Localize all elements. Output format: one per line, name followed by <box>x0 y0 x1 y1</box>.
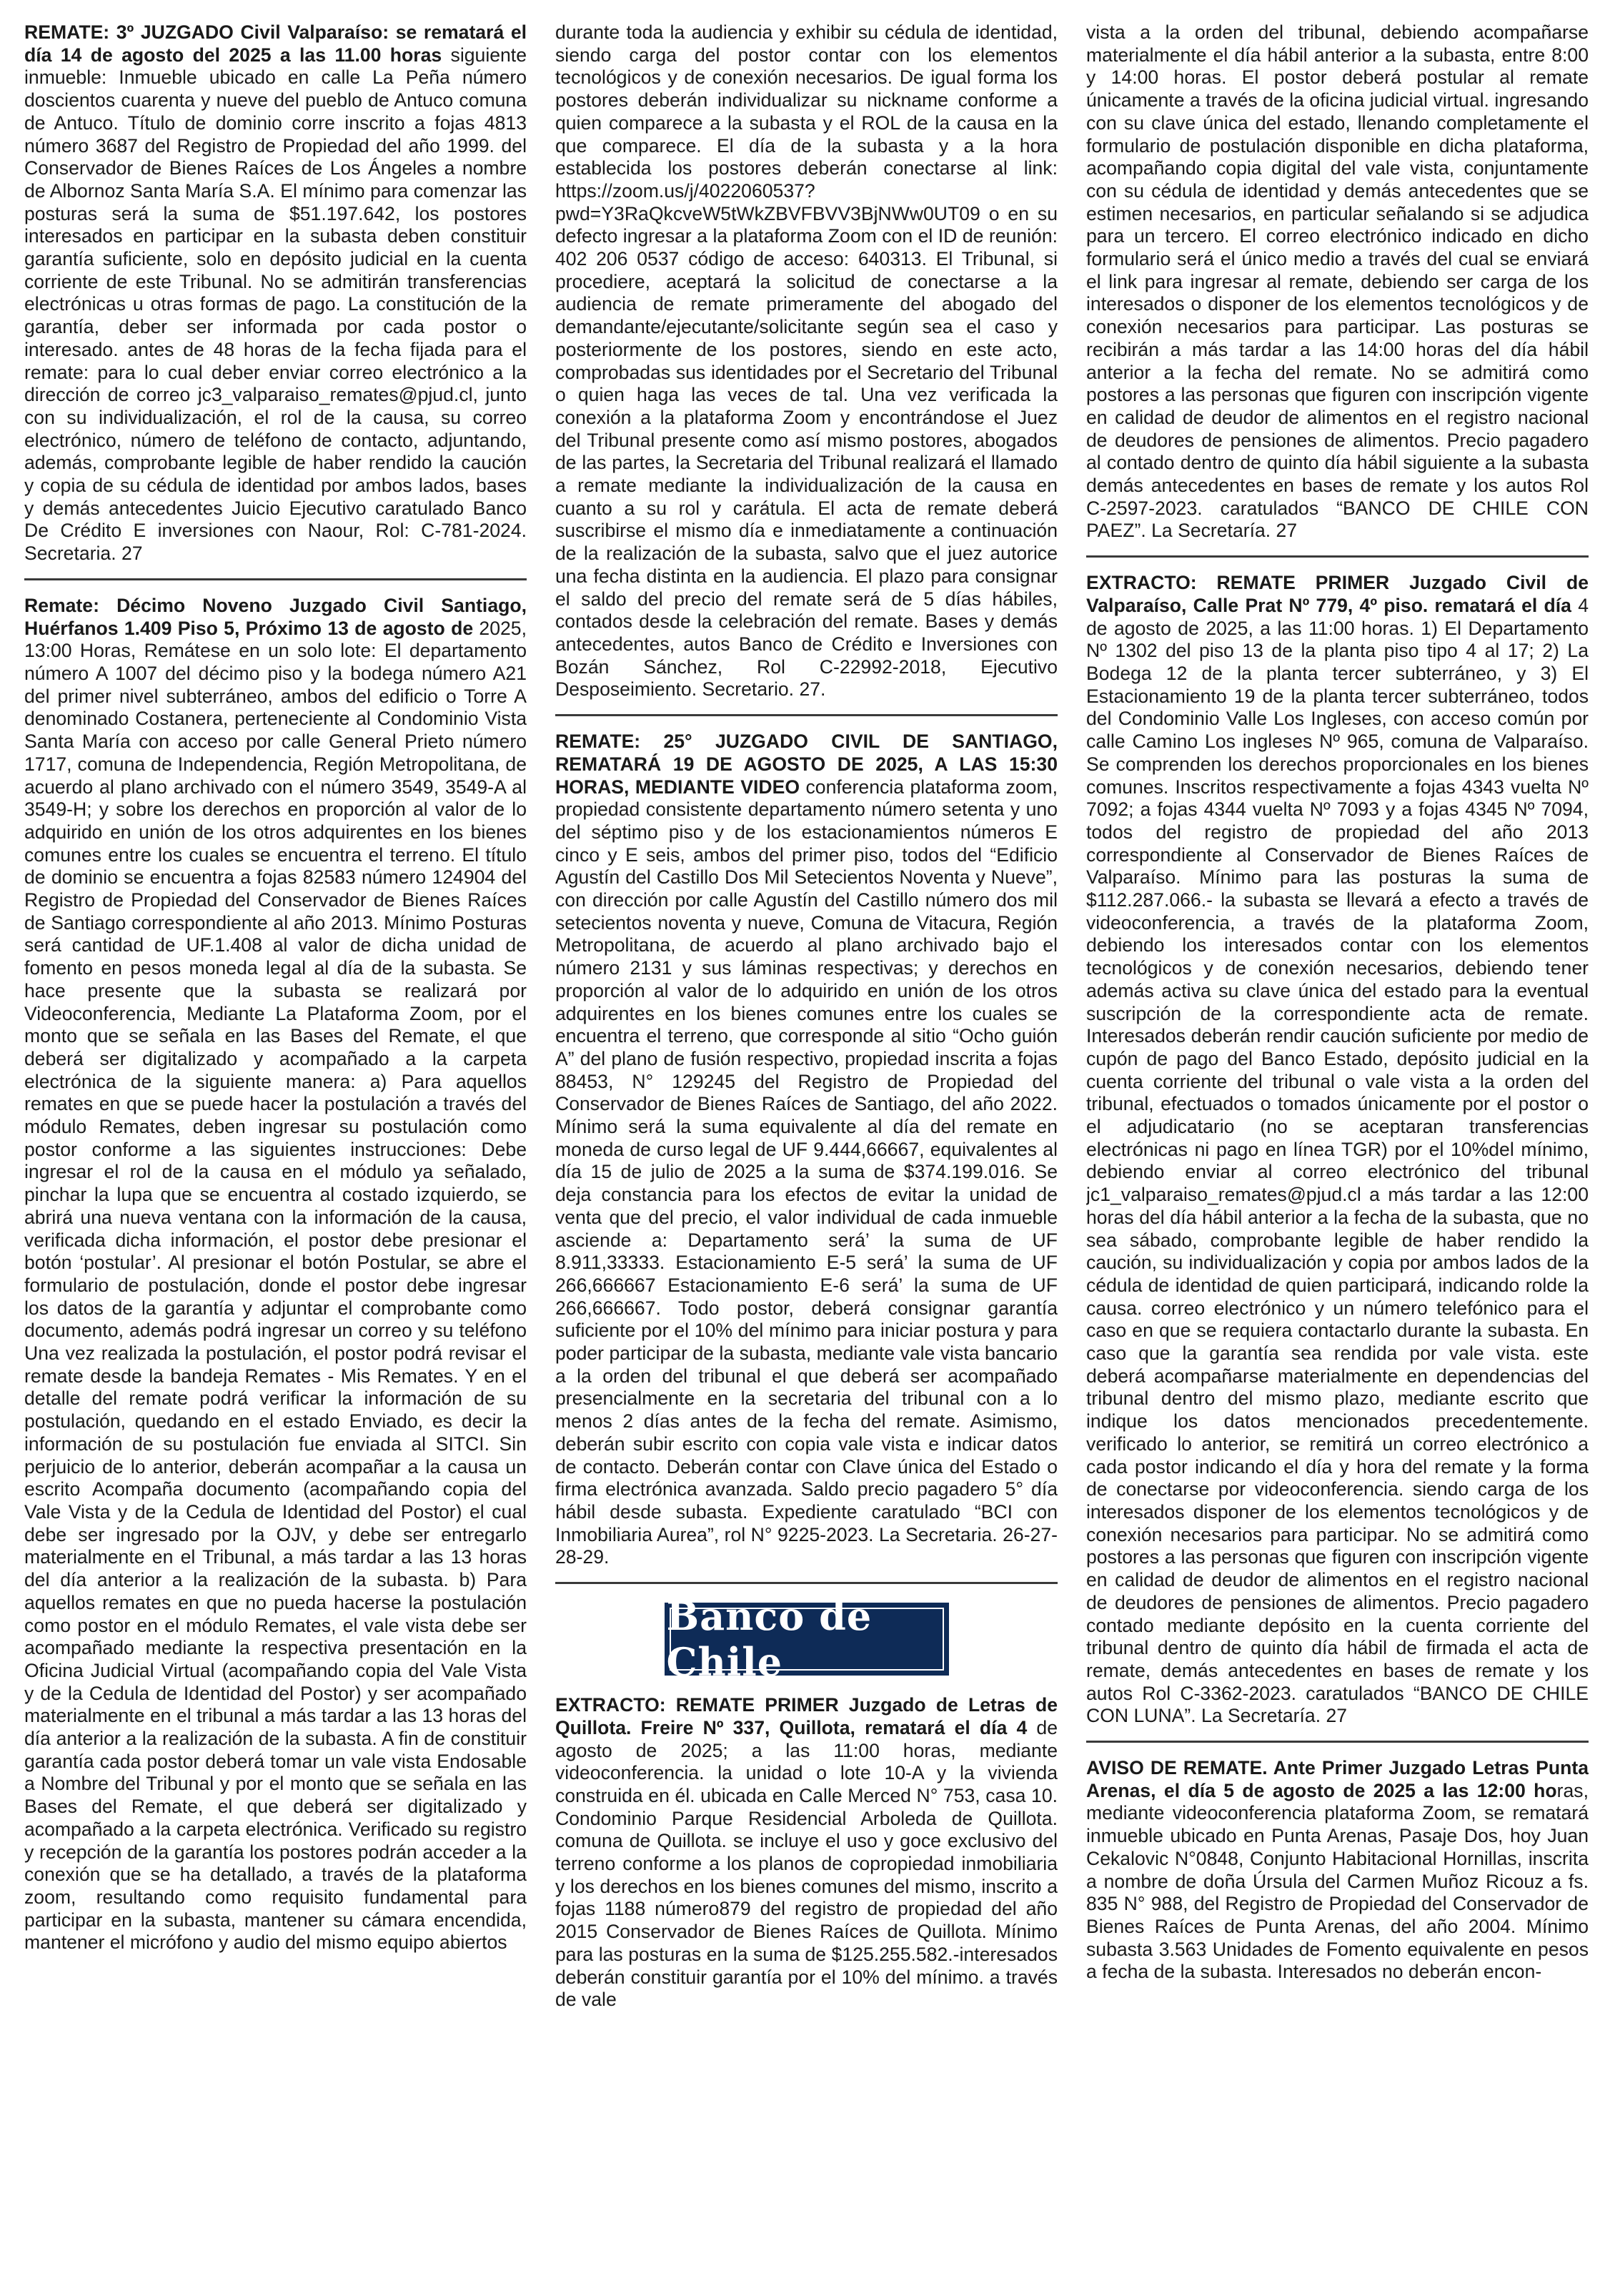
notice-body: 2025, 13:00 Horas, Remátese en un solo lote: El departamento número A 1007 del décimo piso y la bodega número A21 del primer nivel subterráneo, ambos del edificio o Torre A denominado Costanera, perteneciente al Condominio Vista Santa María con acceso por calle General Prieto número 1717, comuna de Independencia, Región Metropolitana, de acuerdo al plano archivado con el número 3549, 3549-A al 3549-H; y sobre los derechos en proporción al valor de lo adquirido en unión de los otros adquirentes en los bienes comunes entre los cuales se encuentra el terreno. El título de dominio se encuentra a fojas 82583 número 124904 del Registro de Propiedad del Conservador de Bienes Raíces de Santiago correspondiente al año 2013. Mínimo Posturas será cantidad de UF.1.408 al valor de dicha unidad de fomento en pesos moneda legal al día de la subasta. Se hace presente que la subasta se realizará por Videoconferencia, Mediante La Plataforma Zoom, por el monto que se señala en las Bases del Remate, el que deberá ser digitalizado y acompañado a la carpeta electrónica de la siguiente manera: a) Para aquellos remates en que se puede hacer la postulación a través del módulo Remates, deben ingresar su postulación como postor conforme a las siguientes instrucciones: Debe ingresar el rol de la causa en el módulo ya señalado, pinchar la lupa que se encuentra al costado izquierdo, se abrirá una nueva ventana con la información de la causa, verificada dicha información, el postor debe presionar el botón ‘postular’. Al presionar el botón Postular, se abre el formulario de postulación, donde el postor debe ingresar los datos de la garantía y adjuntar el comprobante como documento, además podrá ingresar un correo y su teléfono Una vez realizada la postulación, el postor podrá revisar el remate desde la bandeja Remates - Mis Remates. Y en el detalle del remate podrá verificar la información de su postulación, quedando en el estado Enviado, es decir la información de su postulación fue enviada al SITCI. Sin perjuicio de lo anterior, deberán acompañar a la causa un escrito Acompaña documento (acompañando copia del Vale Vista y de la Cedula de Identidad del Postor) el cual debe ser ingresado por la OJV, y debe ser entregarlo materialmente en el Tribunal, a más tardar a las 13 horas del día anterior a la realización de la subasta. b) Para aquellos remates en que no pueda hacerse la postulación como postor en el módulo Remates, el vale vista debe ser acompañado mediante la respectiva presentación en la Oficina Judicial Virtual (acompañando copia del Vale Vista y de la Cedula de Identidad del Postor) y ser acompañado materialmente en el tribunal a más tardar a las 13 horas del día anterior a la realización de la subasta. A fin de constituir garantía cada postor deberá tomar un vale vista Endosable a Nombre del Tribunal y por el monto que se señala en las Bases del Remate, el que deberá ser digitalizado y acompañado a la carpeta electrónica. Verificado su registro y recepción de la garantía los postores podrán acceder a la conexión que se ha detallado, a través de la plataforma zoom, resultando como requisito fundamental para participar en la subasta, mantener su cámara encendida, mantener el micrófono y audio del mismo equipo abiertos <box>24 617 527 1954</box>
notice-heading: REMATE: 25° JUZGADO CIVIL DE SANTIAGO, REMATARÁ 19 DE AGOSTO DE 2025, A LAS 15:30 HORAS, MEDIANTE VIDEO <box>555 731 1058 798</box>
notice-juzgado-quillota <box>555 1694 1058 2012</box>
notice-heading: EXTRACTO: REMATE PRIMER Juzgado Civil de Valparaíso, Calle Prat Nº 779, 4º piso. rematará el día <box>1086 572 1589 616</box>
notice-juzgado-25-santiago <box>555 731 1058 1569</box>
notice-body: ras, mediante videoconferencia plataforma Zoom, se rematará inmueble ubicado en Punta Arenas, Pasaje Dos, hoy Juan Cekalovic N°0848, Conjunto Habitacional Hornillas, inscrita a nombre de doña Úrsula del Carmen Muñoz Ricouz a fs. 835 N° 988, del Registro de Propiedad del Conservador de Bienes Raíces de Punta Arenas, del año 2004. Mínimo subasta 3.563 Unidades de Fomento equivalente en pesos a fecha de la subasta. Interesados no deberán encon- <box>1086 1779 1589 1983</box>
notice-body: conferencia plataforma zoom, propiedad consistente departamento número setenta y uno del séptimo piso y de los estacionamientos números E cinco y E seis, ambos del primer piso, todos del “Edificio Agustín del Castillo Dos Mil Setecientos Noventa y Nueve”, con dirección por calle Agustín del Castillo número dos mil setecientos noventa y nueve, Comuna de Vitacura, Región Metropolitana, de acuerdo al plano archivado bajo el número 2131 y sus láminas respectivas; y derechos en proporción al valor de lo adquirido en unión de los otros adquirentes en los bienes comunes entre los cuales se encuentra el terreno, que corresponde al sitio “Ocho guión A” del plano de fusión respectivo, propiedad inscrita a fojas 88453, N° 129245 del Registro de Propiedad del Conservador de Bienes Raíces de Santiago, del año 2022. Mínimo será la suma equivalente al día del remate en moneda de curso legal de UF 9.444,66667, equivalentes al día 15 de julio de 2025 a la suma de $374.199.016. Se deja constancia para los efectos de evitar la unidad de venta que del precio, el valor individual de cada inmueble asciende a: Departamento será’ la suma de UF 8.911,33333. Estacionamiento E-5 será’ la suma de UF 266,666667 Estacionamiento E-6 será’ la suma de UF 266,666667. Todo postor, deberá consignar garantía suficiente por el 10% del mínimo para iniciar postura y para poder participar de la subasta, mediante vale vista bancario a la orden del tribunal el que deberá ser acompañado presencialmente en la secretaria del tribunal con a lo menos 2 días antes de la fecha del remate. Asimismo, deberán subir escrito con copia vale vista e indicar datos de contacto. Deberán contar con Clave única del Estado o firma electrónica avanzada. Saldo precio pagadero 5° día hábil desde subasta. Expediente caratulado “BCI con Inmobiliaria Aurea”, rol N° 9225-2023. La Secretaria. 26-27-28-29. <box>555 776 1058 1568</box>
notice-juzgado-19-santiago <box>24 595 527 1954</box>
separator-rule <box>1086 1741 1589 1743</box>
column-3 <box>1086 21 1589 2296</box>
notice-continuation-19-santiago <box>555 21 1058 701</box>
column-1 <box>24 21 527 2296</box>
separator-rule <box>24 578 527 580</box>
notice-heading: AVISO DE REMATE. Ante Primer Juzgado Letras Punta Arenas, el día 5 de agosto de 2025 a las 12:00 ho <box>1086 1757 1589 1801</box>
notice-juzgado-1-valparaiso <box>1086 572 1589 1728</box>
notice-body: siguiente inmueble: Inmueble ubicado en calle La Peña número doscientos cuarenta y nueve del pueblo de Antuco comuna de Antuco. Título de dominio corre inscrito a fojas 4813 número 3687 del Registro de Propiedad del año 1999. del Conservador de Bienes Raíces de Los Ángeles a nombre de Albornoz Santa María S.A. El mínimo para comenzar las posturas será la suma de $51.197.642, los postores interesados en participar en la subasta deben constituir garantía suficiente, solo en depósito judicial en la cuenta corriente de este Tribunal. No se admitirán transferencias electrónicas u otras formas de pago. La constitución de la garantía, deber ser informada por cada postor o interesado. antes de 48 horas de la fecha fijada para el remate: para lo cual deber enviar correo electrónico a la dirección de correo jc3_valparaiso_remates@pjud.cl, junto con su individualización, el rol de la causa, su correo electrónico, número de teléfono de contacto, adjuntando, además, comprobante legible de haber rendido la caución y copia de su cédula de identidad por ambos lados, bases y demás antecedentes Juicio Ejecutivo caratulado Banco De Crédito E inversiones con Naour, Rol: C-781-2024. Secretaria. 27 <box>24 44 527 565</box>
separator-rule <box>1086 555 1589 558</box>
banco-de-chile-logo-wrap <box>555 1593 1058 1686</box>
notice-heading: EXTRACTO: REMATE PRIMER Juzgado de Letras de Quillota. Freire Nº 337, Quillota, rematará el día 4 <box>555 1694 1058 1738</box>
separator-rule <box>555 714 1058 716</box>
notice-body: vista a la orden del tribunal, debiendo acompañarse materialmente el día hábil anterior a la subasta, entre 8:00 y 14:00 horas. El postor deberá postular al remate únicamente a través de la oficina judicial virtual. ingresando con su clave única del estado, llenando completamente el formulario de postulación disponible en dicha plataforma, acompañando copia digital del vale vista, conjuntamente con su cédula de identidad y demás antecedentes que se estimen necesarios, en particular señalando si se adjudica para un tercero. El correo electrónico indicado en dicho formulario será el único medio a través del cual se enviará el link para ingresar al remate, debiendo ser carga de los interesados o disponer de los elementos tecnológicos y de conexión necesarios para participar. Las posturas se recibirán a más tardar a las 14:00 horas del día hábil anterior a la fecha del remate. No se admitirá como postores a las personas que figuren con inscripción vigente en calidad de deudor de alimentos en el registro nacional de deudores de pensiones de alimentos. Precio pagadero al contado dentro de quinto día hábil siguiente a la subasta demás antecedentes en bases de remate y los autos Rol C-2597-2023. caratulados “BANCO DE CHILE CON PAEZ”. La Secretaría. 27 <box>1086 21 1589 542</box>
notice-body: de agosto de 2025; a las 11:00 horas, mediante videoconferencia. la unidad o lote 10-A y la vivienda construida en él. ubicada en Calle Merced N° 753, casa 10. Condominio Parque Residencial Arboleda de Quillota. comuna de Quillota. se incluye el uso y goce exclusivo del terreno conforme a los planos de copropiedad inmobiliaria y los derechos en los bienes comunes del mismo, inscrito a fojas 1188 número879 del registro de propiedad del año 2015 Conservador de Bienes Raíces de Quillota. Mínimo para las posturas en la suma de $125.255.582.-interesados deberán constituir garantía por el 10% del mínimo. a través de vale <box>555 1716 1058 2011</box>
notice-juzgado-punta-arenas <box>1086 1757 1589 1984</box>
separator-rule <box>555 1582 1058 1584</box>
notice-heading: REMATE: 3º JUZGADO Civil Valparaíso: se rematará el día 14 de agosto del 2025 a las 11.00 horas <box>24 21 527 66</box>
notice-juzgado-3-valparaiso <box>24 21 527 565</box>
notice-body: 4 de agosto de 2025, a las 11:00 horas. 1) El Departamento Nº 1302 del piso 13 de la planta piso tipo 4 al 17; 2) La Bodega 12 de la planta tercer subterráneo, y 3) El Estacionamiento 19 de la planta tercer subterráneo, todos del Condominio Valle Los Ingleses, con acceso común por calle Camino Los ingleses Nº 965, comuna de Valparaíso. Se comprenden los derechos proporcionales en los bienes comunes. Inscritos respectivamente a fojas 4343 vuelta Nº 7092; a fojas 4344 vuelta Nº 7093 y a fojas 4345 Nº 7094, todos del registro de propiedad del año 2013 correspondiente al Conservador de Bienes Raíces de Valparaíso. Mínimo para las posturas la suma de $112.287.066.- la subasta se llevará a efecto a través de videoconferencia, a través de la plataforma Zoom, debiendo los interesados contar con los elementos tecnológicos y de conexión necesarios, debiendo tener además activa su clave única del estado para la eventual suscripción de la correspondiente acta de remate. Interesados deberán rendir caución suficiente por medio de cupón de pago del Banco Estado, depósito judicial en la cuenta corriente del tribunal o vale vista a la orden del tribunal, efectuados o tomados únicamente por el postor o el adjudicatario (no se aceptaran transferencias electrónicas ni pago en línea TGR) por el 10%del mínimo, debiendo enviar al correo electrónico del tribunal jc1_valparaiso_remates@pjud.cl a más tardar a las 12:00 horas del día hábil anterior a la fecha de la subasta, que no sea sábado, comprobante legible de haber rendido la caución, su individualización y copia por ambos lados de la cédula de identidad de quien participará, indicando rolde la causa. correo electrónico y un número telefónico para el caso en que se requiera contactarlo durante la subasta. En caso que la garantía sea rendida por vale vista. este deberá acompañarse materialmente en dependencias del tribunal dentro del mismo plazo, mediante escrito que indique los datos mencionados precedentemente. verificado lo anterior, se remitirá un correo electrónico a cada postor indicando el día y hora del remate y la forma de conectarse por videoconferencia. siendo carga de los interesados disponer de los elementos tecnológicos y de conexión necesarios para participar. No se admitirá como postores a las personas que figuren con inscripción vigente en calidad de deudor de alimentos en el registro nacional de deudores de pensiones de alimentos. Precio pagadero contado mediante depósito en la cuenta corriente del tribunal dentro de quinto día hábil de firmada el acta de remate, demás antecedentes en bases de remate y los autos Rol C-3362-2023. caratulados “BANCO DE CHILE CON LUNA”. La Secretaría. 27 <box>1086 594 1589 1727</box>
banco-de-chile-logo: Banco de Chile <box>665 1603 949 1676</box>
column-2 <box>555 21 1058 2296</box>
notice-heading: Remate: Décimo Noveno Juzgado Civil Santiago, Huérfanos 1.409 Piso 5, Próximo 13 de agosto de <box>24 594 527 639</box>
notice-body: durante toda la audiencia y exhibir su cédula de identidad, siendo carga del postor contar con los elementos tecnológicos y de conexión necesarios. De igual forma los postores deberán individualizar su nickname conforme a quien comparece a la subasta y el ROL de la causa en la que comparece. El día de la subasta y a la hora establecida los postores deberán conectarse al link: https://zoom.us/j/4022060537?pwd=Y3RaQkcveW5tWkZBVFBVV3BjNWw0UT09 o en su defecto ingresar a la plataforma Zoom con el ID de reunión: 402 206 0537 código de acceso: 640313. El Tribunal, si procediere, aceptará la solicitud de conectarse a la audiencia de remate primeramente del abogado del demandante/ejecutante/solicitante según sea el caso y posteriormente de los postores, siendo en este acto, comprobadas sus identidades por el Secretario del Tribunal o quien haga las veces de tal. Una vez verificada la conexión a la plataforma Zoom y encontrándose el Juez del Tribunal presente como así mismo postores, abogados de las partes, la Secretaria del Tribunal realizará el llamado a remate mediante la individualización de la causa en cuanto a su rol y carátula. El acta de remate deberá suscribirse el mismo día e inmediatamente a continuación de la realización de la subasta, salvo que el juez autorice una fecha distinta en la audiencia. El plazo para consignar el saldo del precio del remate será de 5 días hábiles, contados desde la celebración del remate. Bases y demás antecedentes, autos Banco de Crédito e Inversiones con Bozán Sánchez, Rol C-22992-2018, Ejecutivo Desposeimiento. Secretario. 27. <box>555 21 1058 701</box>
notice-continuation-quillota <box>1086 21 1589 543</box>
